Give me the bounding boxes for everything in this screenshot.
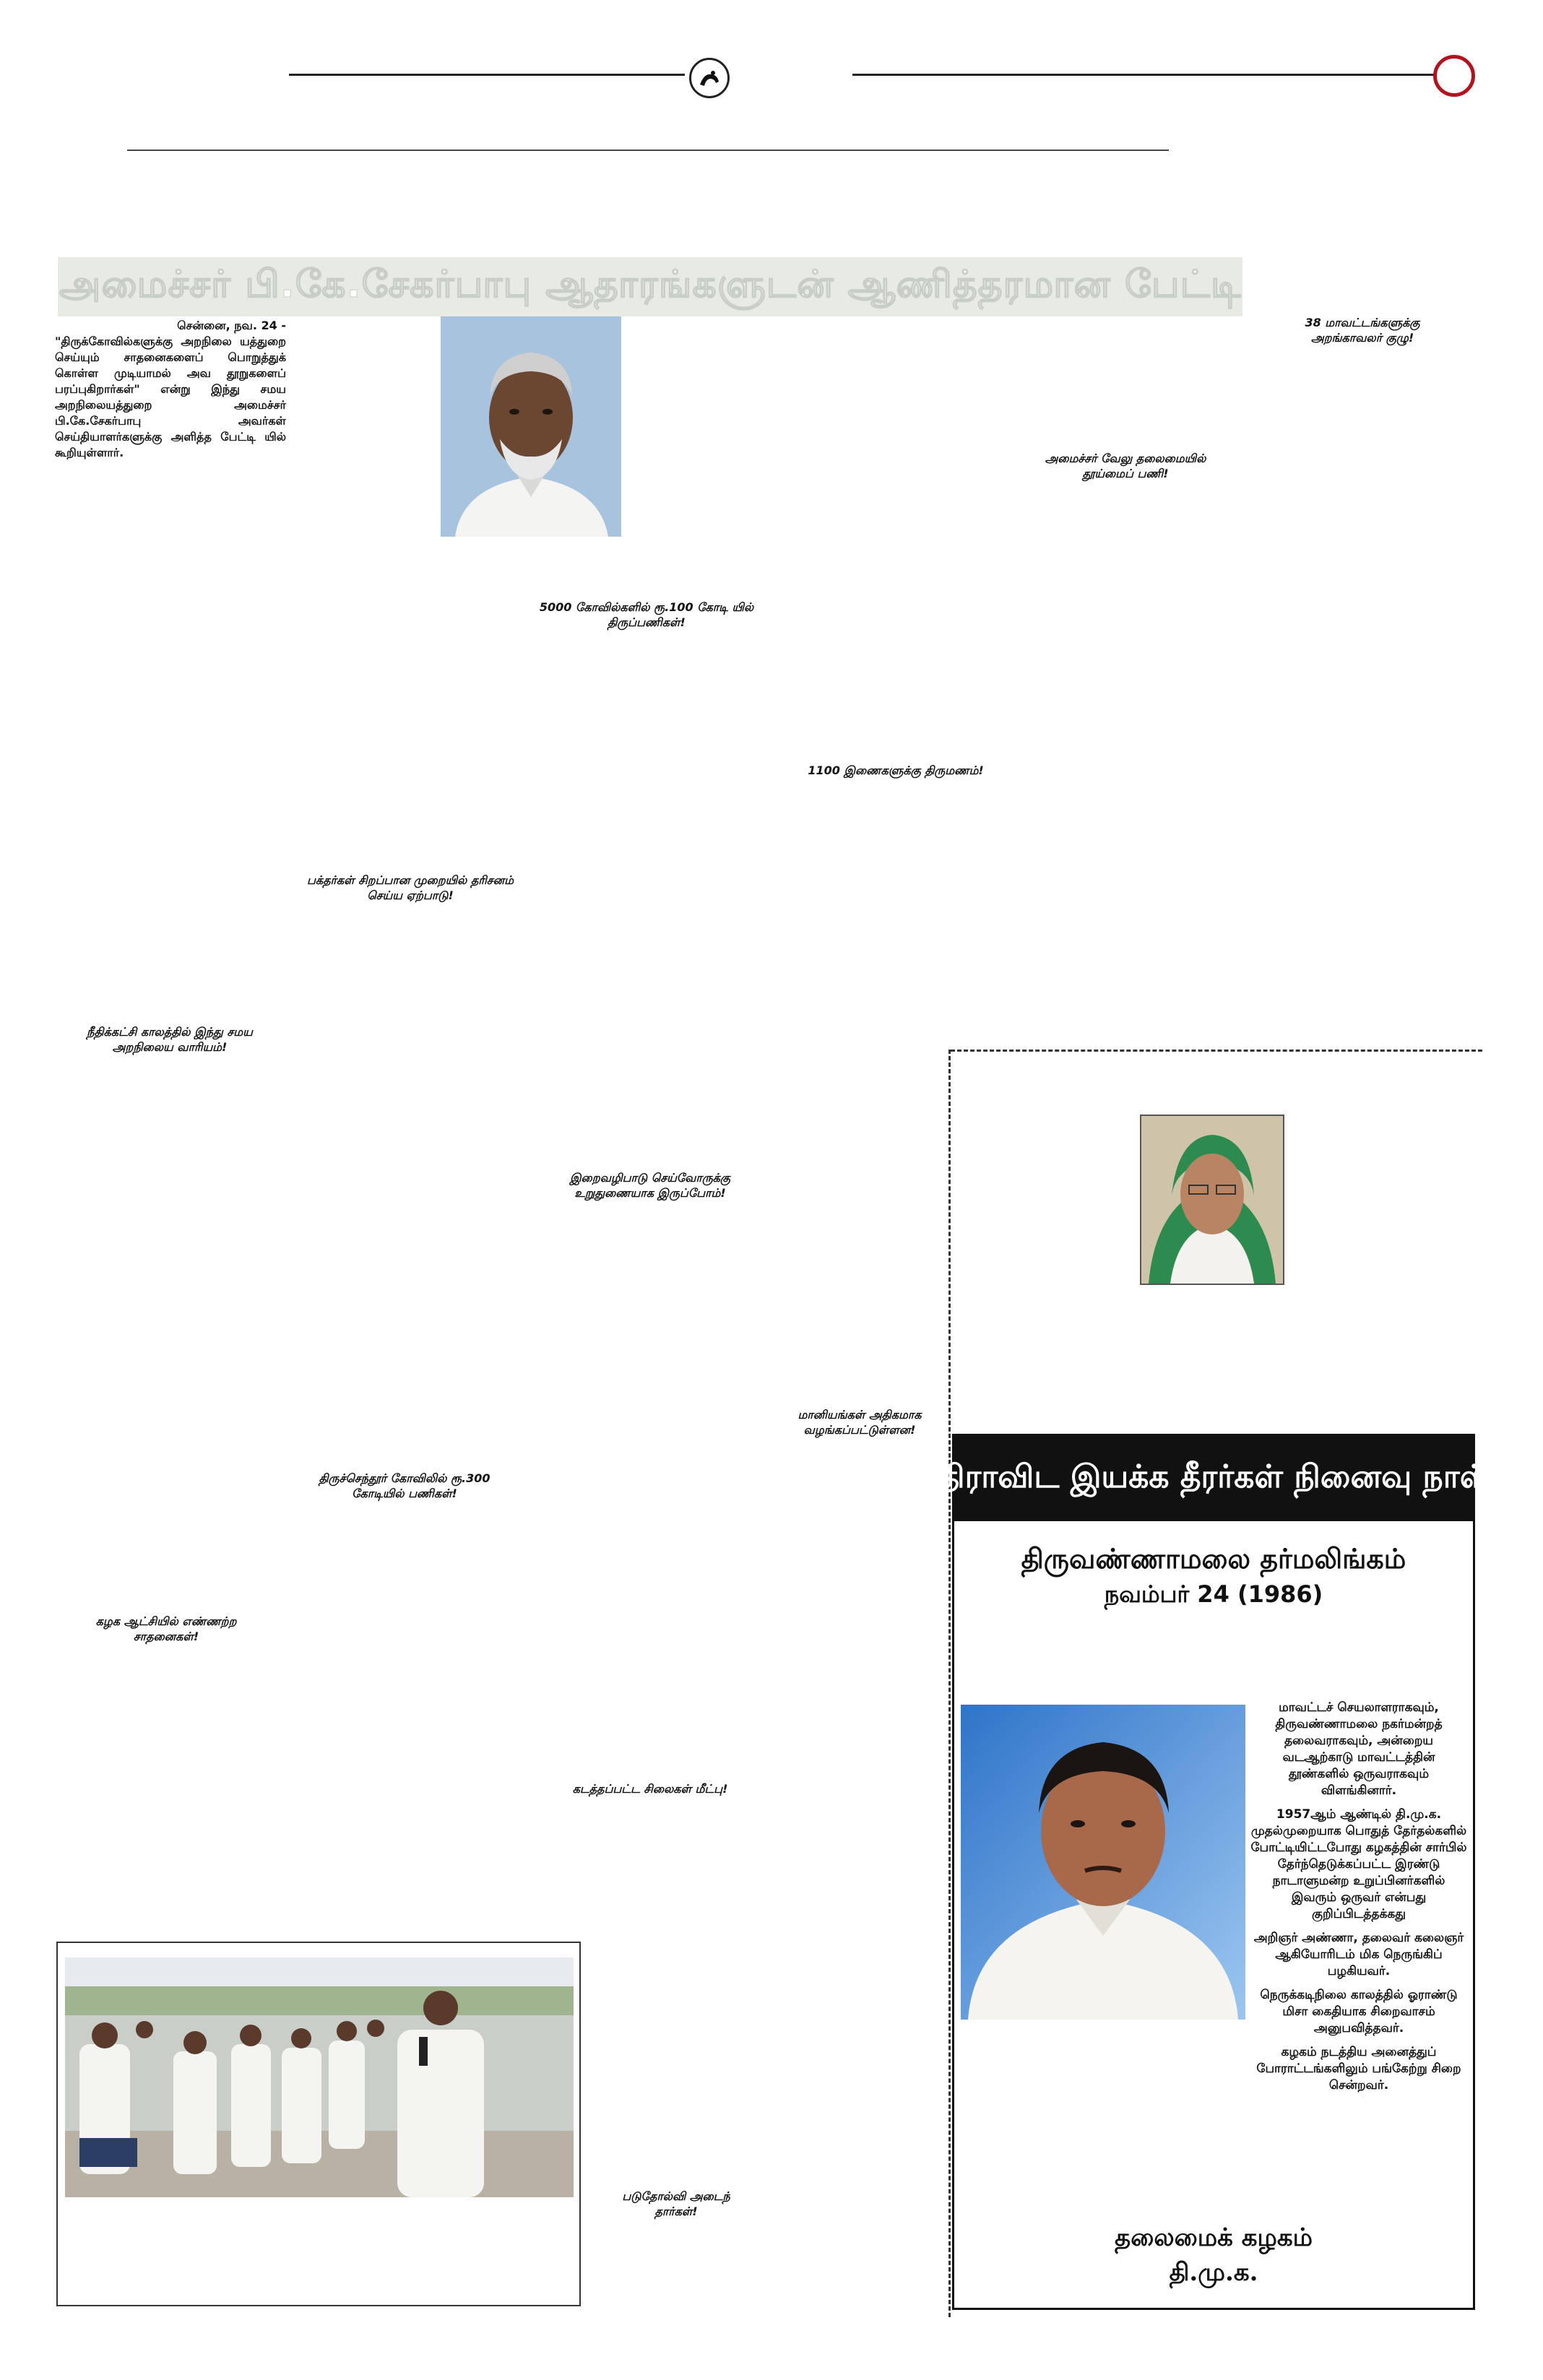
section-rule (127, 150, 1169, 151)
subhead-temple-renovation: 5000 கோவில்களில் ரூ.100 கோடி யில் திருப்பணிகள்! (539, 600, 754, 629)
dateline: சென்னை, நவ. 24 - (177, 319, 286, 332)
tribute-name: திருவண்ணாமலை தர்மலிங்கம் (1021, 1543, 1406, 1575)
subhead-justice-party: நீதிக்கட்சி காலத்தில் இந்து சமய அறநிலைய வாரியம்! (87, 1025, 253, 1054)
bio-paragraph: அறிஞர் அண்ணா, தலைவர் கலைஞர் ஆகியோரிடம் மிக நெருங்கிப் பழகியவர். (1253, 1931, 1464, 1978)
subhead-defeat: படுதோல்வி அடைந் தார்கள்! (622, 2189, 730, 2218)
rising-sun-emblem-icon (689, 58, 730, 98)
minister-portrait (441, 316, 621, 537)
article-headline: அமைச்சர் பி.கே.சேகர்பாபு ஆதாரங்களுடன் ஆணித்தரமான பேட்டி (59, 262, 1242, 306)
tribute-title: திராவிட இயக்க தீரர்கள் நினைவு நாள் (954, 1436, 1473, 1521)
subhead-trustee-committee: 38 மாவட்டங்களுக்கு அறங்காவலர் குழு! (1305, 316, 1420, 345)
subhead-tiruchendur: திருச்செந்தூர் கோவிலில் ரூ.300 கோடியில் பணிகள்! (319, 1471, 490, 1500)
subhead-achievements: கழக ஆட்சியில் எண்ணற்ற சாதனைகள்! (95, 1614, 237, 1643)
event-photo-frame (56, 1942, 581, 2306)
tribute-footer-party-hq: தலைமைக் கழகம் (1115, 2223, 1313, 2252)
bio-paragraph: மாவட்டச் செயலாளராகவும், திருவண்ணாமலை நகர்மன்றத் தலைவராகவும், அன்றைய வடஆற்காடு மாவட்டத்தின் தூண்களில் ஒருவராகவும் விளங்கினார். (1275, 1700, 1443, 1798)
event-crowd-photo (65, 1957, 574, 2197)
tribute-biography (1250, 1700, 1467, 2101)
subhead-devotee-darshan: பக்தர்கள் சிறப்பான முறையில் தரிசனம் செய்ய ஏற்பாடு! (306, 873, 514, 902)
tribute-box (938, 1434, 1489, 2310)
subhead-support-worshippers: இறைவழிபாடு செய்வோருக்கு உறுதுணையாக இருப்போம்! (569, 1171, 731, 1200)
bio-paragraph: 1957ஆம் ஆண்டில் தி.மு.க. முதல்முறையாக பொதுத் தேர்தல்களில் போட்டியிட்டபோது கழகத்தின் சார்பில் தேர்ந்தெடுக்கப்பட்ட இரண்டு நாடாளுமன்ற உறுப்பினர்களில் இவரும் ஒருவர் என்பது குறிப்பிடத்தக்கது (1250, 1807, 1467, 1921)
subhead-grants: மானியங்கள் அதிகமாக வழங்கப்பட்டுள்ளன! (798, 1408, 922, 1437)
page-marker-circle-icon (1433, 55, 1475, 97)
lead-text: "திருக்கோவில்களுக்கு அறநிலை யத்துறை செய்யும் சாதனைகளைப் பொறுத்துக் கொள்ள முடியாமல் அவ தூறுகளைப் பரப்புகிறார்கள்" என்று இந்து சமய அறநிலையத்துறை அமைச்சர் பி.கே.சேகர்பாபு அவர்கள் செய்தியாளர்களுக்கு அளித்த பேட்டி யில் கூறியுள்ளார். (55, 334, 286, 459)
tribute-dashed-border-left (948, 1050, 951, 2317)
elderly-woman-portrait (1140, 1115, 1284, 1285)
tribute-dashed-border-top (951, 1050, 1482, 1052)
header-rule-left (289, 74, 685, 76)
dharmalingam-portrait (961, 1705, 1245, 2020)
subhead-weddings: 1100 இணைகளுக்கு திருமணம்! (808, 763, 984, 777)
article-lead (55, 318, 286, 461)
tribute-date: நவம்பர் 24 (1986) (1104, 1580, 1323, 1608)
bio-paragraph: நெருக்கடிநிலை காலத்தில் ஓராண்டு மிசா கைதியாக சிறைவாசம் அனுபவித்தவர். (1260, 1988, 1458, 2035)
subhead-cleanliness-work: அமைச்சர் வேலு தலைமையில் தூய்மைப் பணி! (1045, 451, 1206, 480)
subhead-idols-recovered: கடத்தப்பட்ட சிலைகள் மீட்பு! (572, 1782, 728, 1796)
header-rule-right (852, 74, 1435, 76)
article-headline-banner (58, 257, 1242, 316)
bio-paragraph: கழகம் நடத்திய அனைத்துப் போராட்டங்களிலும் பங்கேற்று சிறை சென்றவர். (1256, 2045, 1461, 2093)
tribute-footer-party-name: தி.மு.க. (1169, 2258, 1258, 2287)
